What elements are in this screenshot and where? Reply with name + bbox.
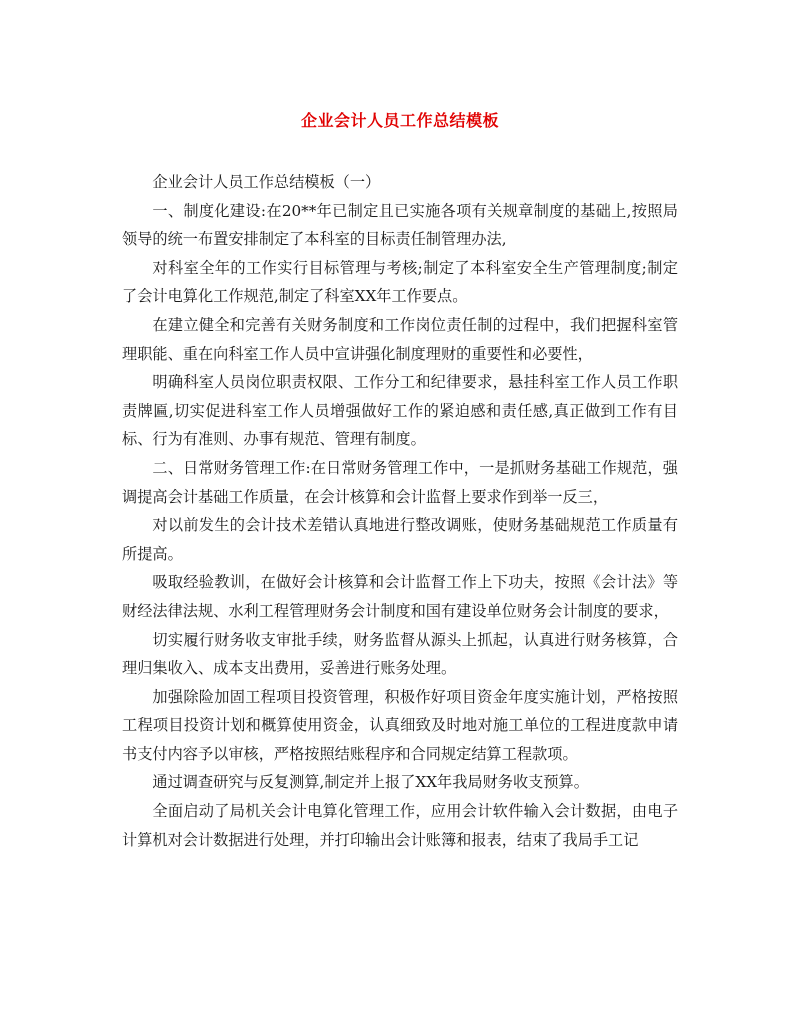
- paragraph-subtitle: 企业会计人员工作总结模板（一）: [152, 173, 381, 191]
- document-body: [122, 168, 678, 854]
- paragraph: 加强除险加固工程项目投资管理，积极作好项目资金年度实施计划，严格按照工程项目投资计划和概算使用资金，认真细致及时地对施工单位的工程进度款申请书支付内容予以审核，严格按照结账程序和合同规定结算工程款项。: [122, 687, 678, 763]
- paragraph: 二、日常财务管理工作:在日常财务管理工作中，一是抓财务基础工作规范，强调提高会计基础工作质量，在会计核算和会计监督上要求作到举一反三，: [122, 458, 678, 506]
- paragraph: 切实履行财务收支审批手续，财务监督从源头上抓起，认真进行财务核算，合理归集收入、成本支出费用，妥善进行账务处理。: [122, 630, 678, 678]
- paragraph: 一、制度化建设:在20**年已制定且已实施各项有关规章制度的基础上,按照局领导的统一布置安排制定了本科室的目标责任制管理办法,: [122, 201, 678, 249]
- paragraph: 全面启动了局机关会计电算化管理工作，应用会计软件输入会计数据，由电子计算机对会计数据进行处理，并打印输出会计账簿和报表，结束了我局手工记: [122, 802, 678, 849]
- paragraph: 对以前发生的会计技术差错认真地进行整改调账，使财务基础规范工作质量有所提高。: [122, 516, 678, 563]
- paragraph: 吸取经验教训，在做好会计核算和会计监督工作上下功夫，按照《会计法》等财经法律法规、水利工程管理财务会计制度和国有建设单位财务会计制度的要求，: [122, 573, 678, 620]
- paragraph: 在建立健全和完善有关财务制度和工作岗位责任制的过程中，我们把握科室管理职能、重在向科室工作人员中宣讲强化制度理财的重要性和必要性，: [122, 315, 678, 363]
- paragraph: 对科室全年的工作实行目标管理与考核;制定了本科室安全生产管理制度;制定了会计电算化工作规范,制定了科室XX年工作要点。: [122, 258, 678, 306]
- paragraph: 通过调查研究与反复测算,制定并上报了XX年我局财务收支预算。: [152, 773, 589, 792]
- paragraph: 明确科室人员岗位职责权限、工作分工和纪律要求，悬挂科室工作人员工作职责牌匾,切实促进科室工作人员增强做好工作的紧迫感和责任感,真正做到工作有目标、行为有准则、办事有规范、管理有制度。: [122, 373, 678, 449]
- document-title: 企业会计人员工作总结模板: [300, 111, 499, 130]
